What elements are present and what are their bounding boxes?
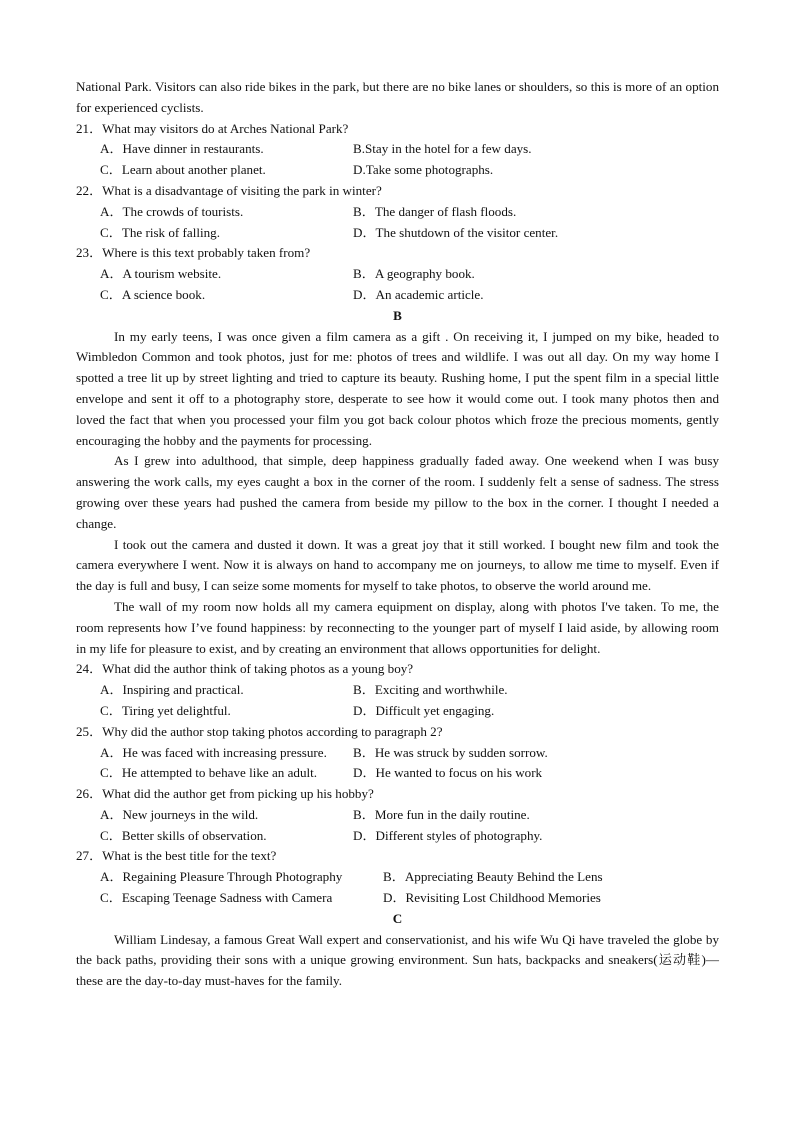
passage-c-paragraph-1: William Lindesay, a famous Great Wall expert and conservationist, and his wife Wu Qi have traveled the globe by the back paths, providing their sons with a unique growing environment. Sun hats, backpacks and sneakers(运动鞋)—these are the day-to-day must-haves for the family. bbox=[76, 931, 719, 989]
option-b: B．Appreciating Beauty Behind the Lens bbox=[383, 869, 603, 885]
passage-b-paragraph-2: As I grew into adulthood, that simple, deep happiness gradually faded away. One weekend when I was busy answering the work calls, my eyes caught a box in the corner of the room. I suddenly felt a sense of sadness. The stress growing over these years had pushed the camera from beside my pillow to the box in the corner. I thought I needed a change. bbox=[76, 453, 719, 531]
option-a: A．Have dinner in restaurants. bbox=[100, 141, 264, 157]
option-c: C．Learn about another planet. bbox=[100, 162, 266, 178]
option-a: A．A tourism website. bbox=[100, 266, 222, 282]
answer-options bbox=[76, 139, 719, 181]
passage-b-paragraph-3: I took out the camera and dusted it down. It was a great joy that it still worked. I bought new film and took the camera everywhere I went. Now it is always on hand to accompany me on journeys, to allow me time to myself. Even if the day is full and busy, I can seize some moments for myself to take photos, to observe the world around me. bbox=[76, 536, 719, 594]
question-23 bbox=[76, 243, 719, 305]
answer-options bbox=[76, 805, 719, 847]
answer-options bbox=[76, 680, 719, 722]
question-stem: 26．What did the author get from picking up his hobby? bbox=[76, 786, 374, 802]
option-b: B．A geography book. bbox=[353, 266, 475, 282]
passage-b-paragraph-1: In my early teens, I was once given a film camera as a gift . On receiving it, I jumped on my bike, headed to Wimbledon Common and took photos, just for me: photos of trees and wildlife. I was out all day. On my way home I spotted a tree lit up by street lighting and tried to capture its beauty. Rushing home, I put the spent film in a special little envelope and sent it off to a photography store, desperate to see how it would come out. I took many photos then and loved the fact that when you processed your film you got back colour photos which froze the precious moments, gently encouraging the hobby and the payments for processing. bbox=[76, 328, 719, 448]
question-stem: 22．What is a disadvantage of visiting the park in winter? bbox=[76, 182, 382, 198]
answer-options bbox=[76, 867, 719, 909]
option-c: C．Better skills of observation. bbox=[100, 827, 267, 843]
option-c: C．He attempted to behave like an adult. bbox=[100, 765, 318, 781]
question-stem: 24．What did the author think of taking photos as a young boy? bbox=[76, 661, 414, 677]
option-c: C．Tiring yet delightful. bbox=[100, 702, 231, 718]
option-a: A．The crowds of tourists. bbox=[100, 203, 244, 219]
option-b: B．More fun in the daily routine. bbox=[353, 806, 530, 822]
option-b: B．He was struck by sudden sorrow. bbox=[353, 744, 548, 760]
answer-options bbox=[76, 743, 719, 785]
option-b: B.Stay in the hotel for a few days. bbox=[353, 141, 532, 157]
question-22 bbox=[76, 181, 719, 243]
option-d: D.Take some photographs. bbox=[353, 162, 494, 178]
option-a: A．Regaining Pleasure Through Photography bbox=[100, 869, 343, 885]
passage-a-tail: National Park. Visitors can also ride bikes in the park, but there are no bike lanes or shoulders, so this is more of an option for experienced cyclists. bbox=[76, 79, 719, 115]
question-stem: 25．Why did the author stop taking photos according to paragraph 2? bbox=[76, 723, 443, 739]
question-stem: 23．Where is this text probably taken from? bbox=[76, 245, 311, 261]
option-d: D．An academic article. bbox=[353, 286, 484, 302]
answer-options bbox=[76, 202, 719, 244]
question-26 bbox=[76, 784, 719, 846]
option-d: D．He wanted to focus on his work bbox=[353, 765, 543, 781]
question-21 bbox=[76, 119, 719, 181]
option-d: D．The shutdown of the visitor center. bbox=[353, 224, 559, 240]
option-b: B．The danger of flash floods. bbox=[353, 203, 517, 219]
option-a: A．He was faced with increasing pressure. bbox=[100, 744, 327, 760]
section-b-heading: B bbox=[393, 307, 402, 323]
question-25 bbox=[76, 722, 719, 784]
option-c: C．A science book. bbox=[100, 286, 206, 302]
answer-options bbox=[76, 264, 719, 306]
question-24 bbox=[76, 659, 719, 721]
section-c-heading: C bbox=[392, 910, 403, 926]
question-stem: 27．What is the best title for the text? bbox=[76, 848, 277, 864]
question-27 bbox=[76, 846, 719, 908]
option-c: C．Escaping Teenage Sadness with Camera bbox=[100, 890, 333, 906]
option-a: A．Inspiring and practical. bbox=[100, 682, 244, 698]
option-a: A．New journeys in the wild. bbox=[100, 806, 259, 822]
option-d: D．Revisiting Lost Childhood Memories bbox=[383, 890, 601, 906]
question-stem: 21．What may visitors do at Arches National Park? bbox=[76, 120, 349, 136]
option-d: D．Difficult yet engaging. bbox=[353, 702, 495, 718]
option-d: D．Different styles of photography. bbox=[353, 827, 543, 843]
option-b: B．Exciting and worthwhile. bbox=[353, 682, 508, 698]
exam-page bbox=[76, 77, 719, 992]
passage-b-paragraph-4: The wall of my room now holds all my camera equipment on display, along with photos I've taken. To me, the room represents how I’ve found happiness: by reconnecting to the younger part of myself I laid aside, by allowing room in my life for pleasure to exist, and by creating an environment that allows opportunities for delight. bbox=[76, 598, 719, 656]
option-c: C．The risk of falling. bbox=[100, 224, 221, 240]
